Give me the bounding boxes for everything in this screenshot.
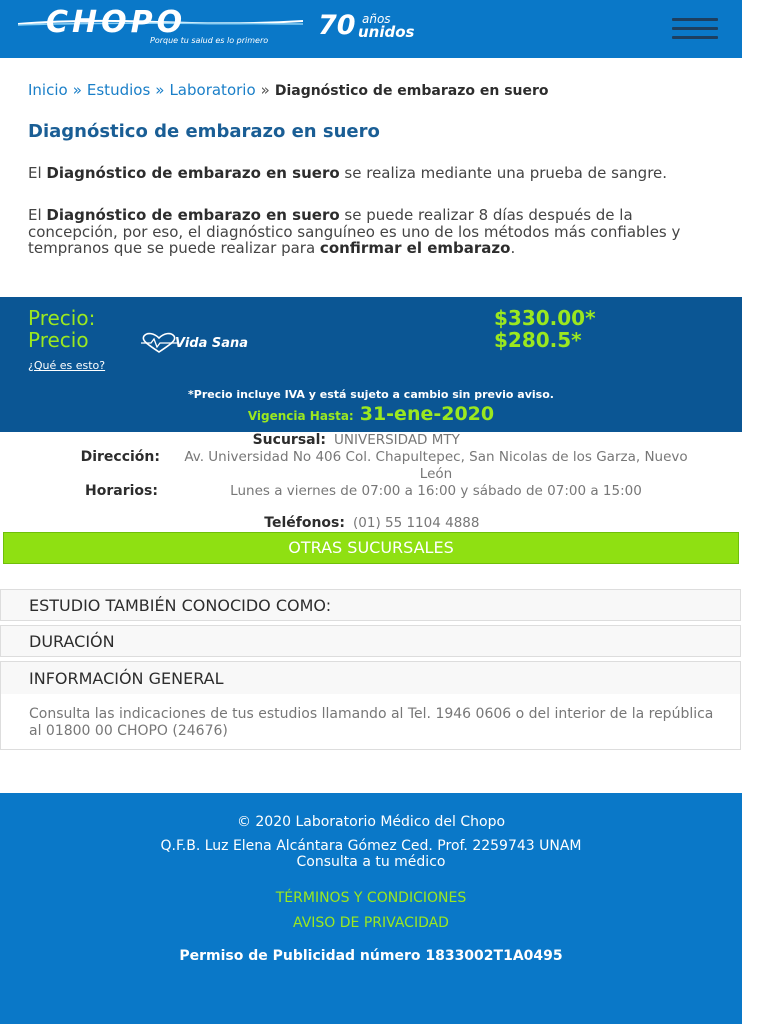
footer-copyright: © 2020 Laboratorio Médico del Chopo <box>236 814 506 830</box>
heart-icon <box>139 332 179 354</box>
vida-sana-label: Vida Sana <box>175 336 249 351</box>
footer-qfb: Q.F.B. Luz Elena Alcántara Gómez Ced. Prof. 2259743 UNAM <box>160 838 582 854</box>
accordion-general-info-body <box>0 694 741 750</box>
breadcrumb-item-inicio[interactable]: Inicio <box>28 81 68 99</box>
what-is-this-link[interactable]: ¿Qué es esto? <box>28 359 106 372</box>
chopo-logo[interactable] <box>18 7 303 47</box>
breadcrumb-current: Diagnóstico de embarazo en suero <box>274 83 549 99</box>
price-value: $330.00* <box>494 306 596 330</box>
anniversary-badge <box>318 11 468 45</box>
breadcrumb-item-laboratorio[interactable]: Laboratorio <box>169 81 256 99</box>
general-info-text: Consulta las indicaciones de tus estudios llamando al Tel. 1946 0606 o del interior de la república al 01800 00 CHOPO (24676) <box>29 706 714 739</box>
branch-value: UNIVERSIDAD MTY <box>334 432 460 448</box>
price-note: *Precio incluye IVA y está sujeto a cambio sin previo aviso. <box>188 388 554 401</box>
address-label: Dirección: <box>80 449 160 465</box>
page-margin <box>742 0 768 1024</box>
anniversary-united-label: unidos <box>358 23 415 41</box>
logo-tagline: Porque tu salud es lo primero <box>150 36 269 45</box>
branch-row <box>0 432 742 449</box>
branch-label: Sucursal: <box>252 432 326 448</box>
breadcrumb <box>28 82 728 100</box>
vida-sana-logo <box>139 332 299 354</box>
vida-sana-price-value: $280.5* <box>494 328 582 352</box>
phones-label: Teléfonos: <box>264 515 345 531</box>
breadcrumb-item-estudios[interactable]: Estudios <box>86 81 151 99</box>
price-label: Precio: <box>28 306 96 330</box>
anniversary-years-label: años <box>362 12 391 26</box>
hours-row <box>0 483 742 517</box>
anniversary-number: 70 <box>318 10 356 41</box>
breadcrumb-separator: » <box>72 81 82 99</box>
phones-row <box>0 515 742 532</box>
breadcrumb-separator: » <box>260 81 270 99</box>
description-paragraph-2: El Diagnóstico de embarazo en suero se puede realizar 8 días después de la concepción, por eso, el diagnóstico sanguíneo es uno de los métodos más confiables y tempranos que se puede realizar para confirmar el embarazo. <box>28 206 681 257</box>
validity <box>0 403 742 425</box>
site-header <box>0 0 742 58</box>
accordion-title: ESTUDIO TAMBIÉN CONOCIDO COMO: <box>29 596 332 615</box>
accordion-general-info[interactable] <box>0 661 741 695</box>
accordion-title: INFORMACIÓN GENERAL <box>29 669 224 688</box>
validity-date: 31-ene-2020 <box>359 403 495 425</box>
vida-sana-price-label: Precio <box>28 328 89 352</box>
accordion-title: DURACIÓN <box>29 632 115 651</box>
footer-permit: Permiso de Publicidad número 1833002T1A0495 <box>179 948 563 964</box>
phones-value: (01) 55 1104 4888 <box>353 515 480 531</box>
validity-label: Vigencia Hasta: <box>247 409 354 423</box>
accordion-also-known-as[interactable] <box>0 589 741 621</box>
accordion-duration[interactable] <box>0 625 741 657</box>
description-paragraph-1: El Diagnóstico de embarazo en suero se realiza mediante una prueba de sangre. <box>28 164 668 182</box>
address-value: Av. Universidad No 406 Col. Chapultepec, San Nicolas de los Garza, Nuevo León <box>184 449 688 482</box>
breadcrumb-separator: » <box>155 81 165 99</box>
privacy-link[interactable]: AVISO DE PRIVACIDAD <box>293 915 449 931</box>
footer-consult: Consulta a tu médico <box>296 854 446 870</box>
other-branches-button[interactable]: OTRAS SUCURSALES <box>3 532 739 564</box>
site-footer <box>0 793 742 1024</box>
address-row <box>0 449 742 483</box>
logo-wordmark: CHOPO <box>46 5 187 40</box>
hours-value: Lunes a viernes de 07:00 a 16:00 y sábado de 07:00 a 15:00 <box>230 483 642 499</box>
hamburger-icon[interactable] <box>672 18 718 42</box>
hours-label: Horarios: <box>85 483 158 499</box>
terms-link[interactable]: TÉRMINOS Y CONDICIONES <box>275 890 467 906</box>
page-title: Diagnóstico de embarazo en suero <box>28 121 380 142</box>
